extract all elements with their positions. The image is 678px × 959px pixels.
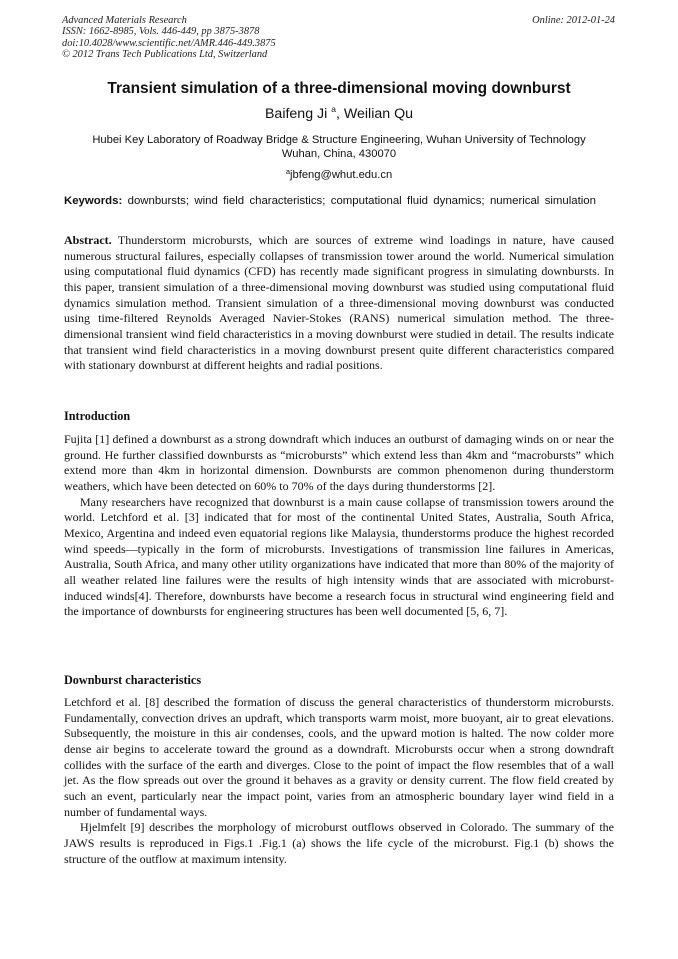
keywords-label: Keywords: [64, 195, 123, 207]
email-mark: a [285, 167, 290, 176]
paragraph: Letchford et al. [8] described the formation of discuss the general characteristics of thunderstorm microbursts. Fundamentally, convection drives an updraft, which transports warm moist, more buoyant, air to great elevations. Subsequently, the moisture in this air condenses, cools, and the upward motion is halted. The now colder more dense air begins to accelerate toward the ground as a downdraft. Microbursts occur when a strong downdraft collides with the surface of the earth and diverges. Close to the point of impact the flow resembles that of a wall jet. As the flow spreads out over the ground it behaves as a gravity or density current. The flow field created by such an event, particularly near the impact point, varies from an atmospheric boundary layer wind field in a number of fundamental ways. [64, 695, 614, 819]
downburst-characteristics-body [64, 695, 614, 867]
issn-line: ISSN: 1662-8985, Vols. 446-449, pp 3875-3878 [62, 26, 260, 38]
paper-title: Transient simulation of a three-dimensional moving downburst [107, 80, 571, 97]
section-heading-downburst-characteristics: Downburst characteristics [64, 673, 202, 687]
keywords-text: downbursts; wind field characteristics; computational fluid dynamics; numerical simulation [127, 195, 596, 207]
abstract-text: Thunderstorm microbursts, which are sources of extreme wind loadings in nature, have caused numerous structural failures, especially collapses of transmission tower around the world. Numerical simulation using computational fluid dynamics (CFD) has recently made significant progress in simulating downbursts. In this paper, transient simulation of a three-dimensional moving downburst was studied using computational fluid dynamics simulation method. Transient simulation of a three-dimensional moving downburst was conducted using time-filtered Reynolds Averaged Navier-Stokes (RANS) numerical simulation method. The three-dimensional transient wind field characteristics in a moving downburst were studied in detail. The results indicate that transient wind field characteristics in a moving downburst present quite different characteristics compared with stationary downburst at different heights and radial positions. [64, 233, 614, 373]
affiliation-line: Hubei Key Laboratory of Roadway Bridge & Structure Engineering, Wuhan University of Technology [92, 134, 586, 146]
journal-name: Advanced Materials Research [62, 15, 187, 26]
keywords [64, 194, 614, 208]
author-list [0, 104, 678, 122]
affiliation [30, 133, 648, 161]
journal-header [62, 15, 276, 60]
author-separator: , [335, 106, 340, 122]
author-name: Baifeng Ji [264, 106, 328, 122]
affiliation-line: Wuhan, China, 430070 [281, 148, 397, 161]
paragraph: Many researchers have recognized that downburst is a main cause collapse of transmission towers around the world. Letchford et al. [3] indicated that for most of the continental United States, Australia, South Africa, Mexico, Argentina and indeed even equatorial regions like Malaysia, thunderstorms produce the highest recorded wind speeds—typically in the form of microbursts. Investigations of transmission line failures in Americas, Australia, South Africa, and many other utility organizations have indicated that more than 80% of the majority of all weather related line failures were the results of high intensity winds that are associated with microburst-induced winds[4]. Therefore, downbursts have become a research focus in structural wind engineering field and the importance of downbursts for engineering structures has been well documented [5, 6, 7]. [64, 494, 614, 619]
online-date: Online: 2012-01-24 [532, 15, 615, 26]
section-heading-introduction: Introduction [64, 409, 131, 423]
copyright-line: © 2012 Trans Tech Publications Ltd, Switzerland [62, 48, 268, 60]
abstract [64, 233, 614, 374]
author-affiliation-mark: a [331, 104, 336, 114]
abstract-label: Abstract. [64, 233, 112, 247]
paragraph: Hjelmfelt [9] describes the morphology of microburst outflows observed in Colorado. The summary of the JAWS results is reproduced in Figs.1 .Fig.1 (a) shows the life cycle of the microburst. Fig.1 (b) shows the structure of the outflow at maximum intensity. [64, 820, 614, 866]
author-email [0, 167, 678, 181]
author-name: Weilian Qu [343, 106, 414, 122]
email-address[interactable]: jbfeng@whut.edu.cn [290, 169, 393, 181]
paragraph: Fujita [1] defined a downburst as a strong downdraft which induces an outburst of damaging winds on or near the ground. He further classified downbursts as “microbursts” which extend less than 4km and “macrobursts” which extend more than 4km in horizontal dimension. Downbursts are common phenomenon during thunderstorm weathers, which have been detected on 60% to 70% of the days during thunderstorms [2]. [64, 432, 614, 493]
doi-line[interactable]: doi:10.4028/www.scientific.net/AMR.446-449.3875 [62, 37, 276, 49]
introduction-body [64, 432, 614, 620]
